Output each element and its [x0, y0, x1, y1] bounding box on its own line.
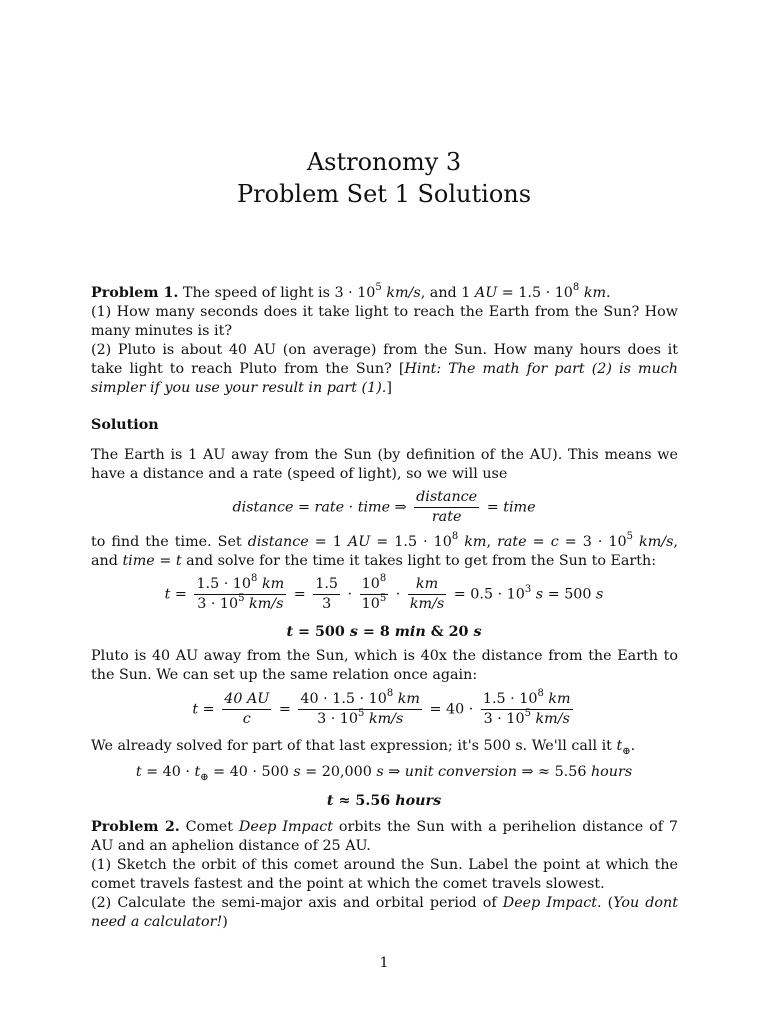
result-earth-sun: t = 500 s = 8 min & 20 s [286, 624, 482, 640]
problem-2: Problem 2. Comet Deep Impact orbits the Sun with a perihelion distance of 7 AU and an aphelion distance of 25 AU. (1) Sketch the orbit of this comet around the Sun. Label the point at which the comet travels fastest and the point at which the comet travels slowest. (2) Calculate the semi-major axis and orbital period of Deep Impact. (You dont need a calculator!) [91, 819, 679, 930]
title-line-2: Problem Set 1 Solutions [236, 180, 532, 208]
page-number: 1 [379, 955, 389, 971]
problem-2-label: Problem 2. [91, 819, 180, 835]
problem-1-part-1: (1) How many seconds does it take light to reach the Earth from the Sun? How many minutes is it? [91, 304, 678, 339]
solution-paragraph-3: Pluto is 40 AU away from the Sun, which is 40x the distance from the Earth to the Sun. We can set up the same relation once again: [91, 648, 678, 683]
problem-1: Problem 1. The speed of light is $3 \cdot 10^5$ km/s, and 1 AU = $1.5 \cdot 10^8$ km. (1) How many seconds does it take light to reach the Earth from the Sun? How many minutes is it? (2) Pluto is about 40 AU (on average) from the Sun. How many hours does it take light to reach Pluto from the Sun? [Hint: The math for part (2) is much simpler if you use your result in part (1).] [91, 282, 678, 396]
problem-2-part-1: (1) Sketch the orbit of this comet around the Sun. Label the point at which the comet travels fastest and the point at which the comet travels slowest. [91, 857, 678, 892]
solution-paragraph-1: The Earth is 1 AU away from the Sun (by definition of the AU). This means we have a distance and a rate (speed of light), so we will use [91, 447, 678, 482]
equation-earth-sun-time: t = $\frac{1.5 \cdot 10^8 km}{3 \cdot 10^5 km/s}$ = $\frac{1.5}{3}$ · $\frac{10^8}{10^5}$ · $\frac{km}{km/s}$ = $0.5 \cdot 10^3$ s = 500 s [164, 573, 604, 612]
equation-unit-conversion: $t = 40 \cdot t_\oplus = 40 \cdot 500$ s = 20,000 s ⇒ unit conversion ⇒ ≈ 5.56 hours [135, 764, 633, 783]
problem-1-hint: Hint: The math for part (2) is much simpler if you use your result in part (1). [91, 361, 678, 396]
result-pluto: t ≈ 5.56 hours [326, 793, 442, 809]
problem-1-part-2: (2) Pluto is about 40 AU (on average) from the Sun. How many hours does it take light to reach Pluto from the Sun? [ [91, 342, 678, 377]
title-line-1: Astronomy 3 [306, 148, 462, 176]
solution-paragraph-2: to find the time. Set distance = 1 AU = $1.5 \cdot 10^8$ km, rate = $c = 3 \cdot 10^5$ km/s, and time = t and solve for the time it takes light to get from the Sun to Earth: [91, 531, 678, 569]
equation-distance-rate-time: distance = rate · time ⇒ $\frac{\text{distance}}{\text{rate}}$ = time [232, 489, 536, 525]
equation-pluto-time: t = $\frac{40 AU}{c}$ = $\frac{40 \cdot 1.5 \cdot 10^8 km}{3 \cdot 10^5 km/s}$ = 40 · $\frac{1.5 \cdot 10^8 km}{3 \cdot 10^5 km/s}$ [192, 688, 571, 727]
solution-paragraph-4: We already solved for part of that last expression; it's 500 s. We'll call it $t_\oplus$. [91, 738, 636, 757]
solution-heading: Solution [91, 417, 159, 433]
problem-1-label: Problem 1. [91, 285, 179, 301]
problem-2-part-2: (2) Calculate the semi-major axis and orbital period of [91, 895, 497, 911]
